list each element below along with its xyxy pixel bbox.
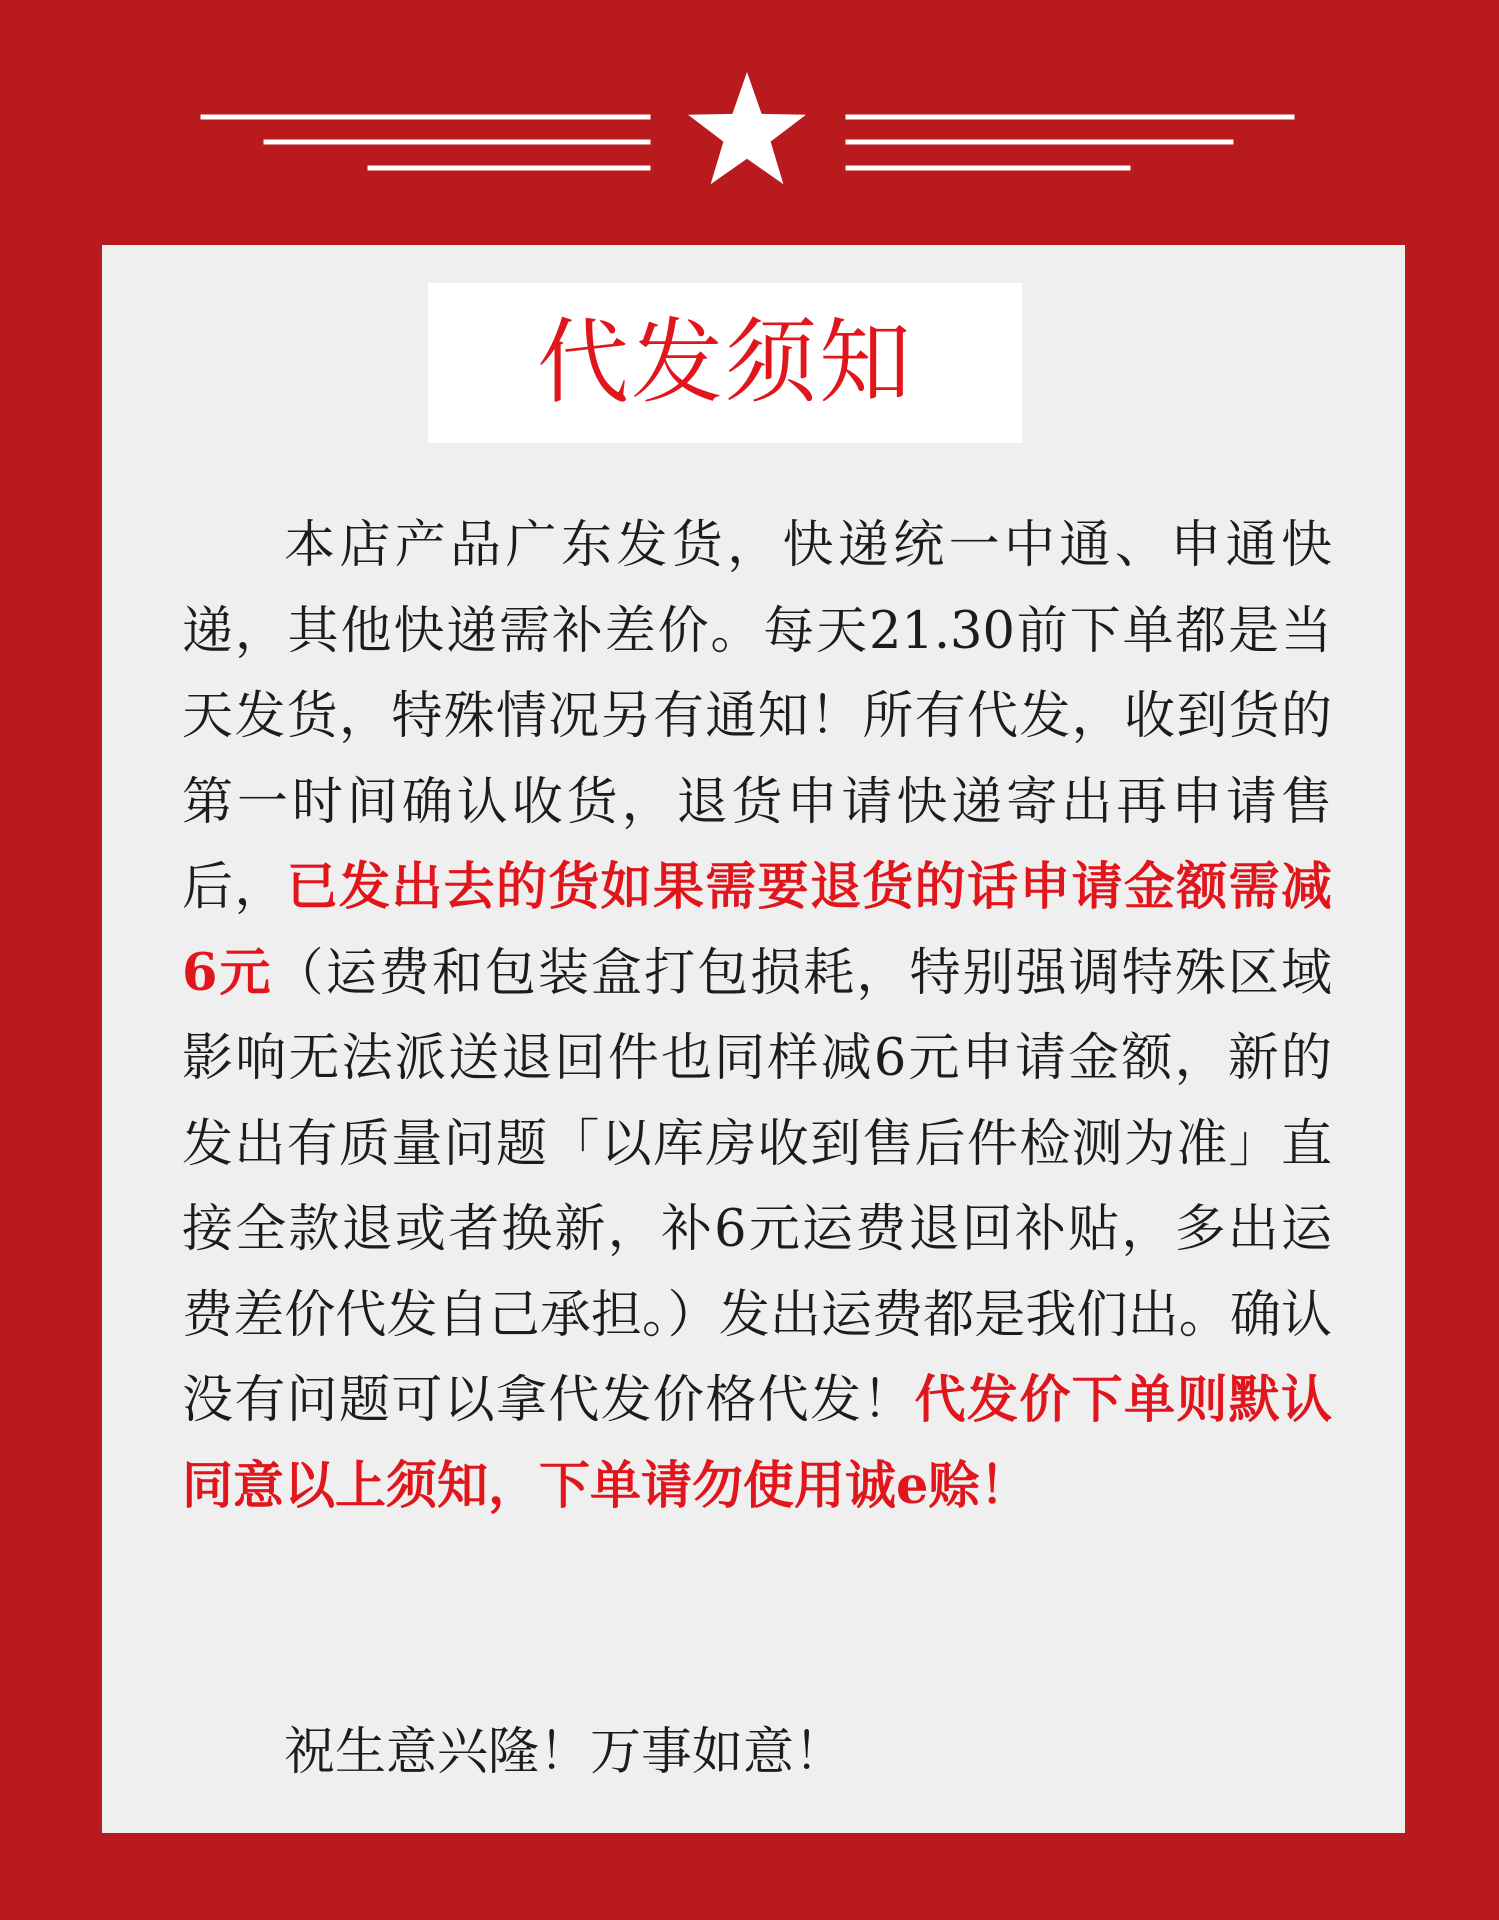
notice-card: [102, 245, 1405, 1833]
notice-title: 代发须知: [536, 309, 913, 416]
body-segment-1: 本店产品广东发货，快递统一中通、申通快递，其他快递需补差价。每天21.30前下单都是当天发货，特殊情况另有通知！所有代发，收到货的第一时间确认收货，退货申请快递寄出再申请售后，: [182, 516, 1332, 917]
body-segment-2-highlight: 已发出去的货如果需要退货的话申请金额需减6元: [182, 857, 1332, 1003]
notice-body: [182, 503, 1332, 1529]
star-icon: [688, 72, 806, 184]
closing-greeting: 祝生意兴隆！万事如意！: [284, 1723, 846, 1782]
header-emblem: [0, 0, 1499, 220]
title-box: [428, 283, 1022, 443]
body-segment-4-highlight: 代发价下单则默认同意以上须知，下单请勿使用诚e赊！: [182, 1370, 1332, 1516]
body-segment-3: （运费和包装盒打包损耗，特别强调特殊区域影响无法派送退回件也同样减6元申请金额，新的发出有质量问题「以库房收到售后件检测为准」直接全款退或者换新，补6元运费退回补贴，多出运费差价代发自己承担。）发出运费都是我们出。确认没有问题可以拿代发价格代发！: [182, 943, 1332, 1430]
